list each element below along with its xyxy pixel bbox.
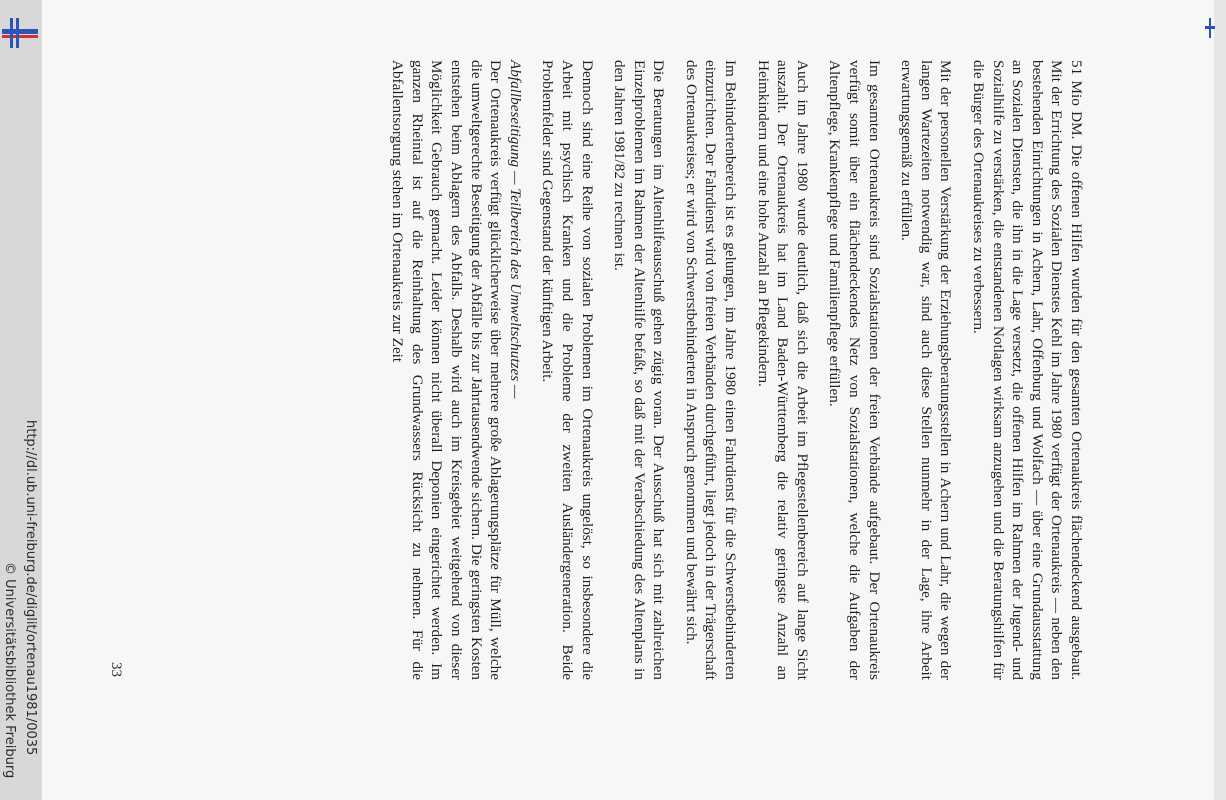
page-number: 33: [108, 662, 124, 677]
paragraph: Im gesamten Ortenaukreis sind Sozialstationen der freien Verbände aufgebaut. Der Ortenaukreis verfügt somit über ein flächendeckendes Netz von Sozialstationen, welche die Aufgaben der Altenpflege, Krankenpflege und Familienpflege erfüllen.: [826, 60, 883, 680]
scan-registration-mark-icon: [2, 18, 38, 48]
footer-url-link[interactable]: http://dl.ub.uni-freiburg.de/diglit/ortenau1981/0035: [23, 420, 38, 756]
paragraph: Im Behindertenbereich ist es gelungen, im Jahre 1980 einen Fahrdienst für die Schwerstbehinderten einzurichten. Der Fahrdienst wird von freien Verbänden durchgeführt, liegt jedoch in der Trägerschaft des Ortenaukreises; er wird von Schwerstbehinderten in Anspruch genommen und bewährt sich.: [682, 60, 740, 680]
paragraph: Dennoch sind eine Reihe von sozialen Problemen im Ortenaukreis ungelöst, so insbesondere die Arbeit mit psychisch Kranken und die Probleme der zweiten Ausländergeneration. Beide Problemfelder sind Gegenstand der künftigen Arbeit.: [539, 60, 596, 680]
paragraph: Mit der personellen Verstärkung der Erziehungsberatungsstellen in Achern und Lahr, die wegen der langen Wartezeiten notwendig war, sind auch diese Stellen nunmehr in der Lage, ihre Arbeit erwartungsgemäß zu erfüllen.: [898, 60, 955, 680]
page-text-column: [375, 60, 1086, 680]
paragraph: Die Beratungen im Altenhilfeausschuß gehen zügig voran. Der Ausschuß hat sich mit zahlreichen Einzelproblemen im Rahmen der Altenhilfe befaßt, so daß mit der Verabschiedung des Altenplans in den Jahren 1981/82 zu rechnen ist.: [611, 60, 668, 680]
corner-tick-icon: [1205, 18, 1219, 40]
paragraph: Auch im Jahre 1980 wurde deutlich, daß sich die Arbeit im Pflegestellenbereich auf lange Sicht auszahlt. Der Ortenaukreis hat im Land Baden-Württemberg die relativ geringste Anzahl an Heimkindern und eine hohe Anzahl an Pflegekindern.: [754, 60, 811, 680]
right-margin-strip: [1214, 0, 1226, 800]
footer-copyright: © Universitätsbibliothek Freiburg: [2, 562, 17, 779]
section-heading: Abfallbeseitigung — Teilbereich des Umweltschutzes —: [506, 60, 524, 399]
paragraph: 51 Mio DM. Die offenen Hilfen wurden für den gesamten Ortenaukreis flächendeckend ausgebaut. Mit der Errichtung des Sozialen Dienstes Kehl im Jahre 1980 verfügt der Ortenaukreis — neben den bestehenden Einrichtungen in Achern, Lahr, Offenburg und Wolfach — über eine Grundausstattung an Sozialen Diensten, die ihn in die Lage versetzt, die offenen Hilfen im Rahmen der Jugend- und Sozialhilfe zu verstärken, die entstandenen Notlagen wirksam anzugehen und die Beratungshilfen für die Bürger des Ortenaukreises zu verbessern.: [970, 60, 1085, 680]
section-paragraph: Der Ortenaukreis verfügt glücklicherweise über mehrere große Ablagerungsplätze für Müll, welche die umweltgerechte Beseitigung der Abfälle bis zur Jahrtausendwende sichern. Die geringsten Kosten entstehen beim Ablagern des Abfalls. Deshalb wird auch im Kreisgebiet weitgehend von dieser Möglichkeit Gebrauch gemacht. Leider können nicht überall Deponien eingerichtet werden. Im ganzen Rheintal ist auf die Reinhaltung des Grundwassers Rücksicht zu nehmen. Für die Abfallentsorgung stehen im Ortenaukreis zur Zeit: [389, 60, 505, 680]
